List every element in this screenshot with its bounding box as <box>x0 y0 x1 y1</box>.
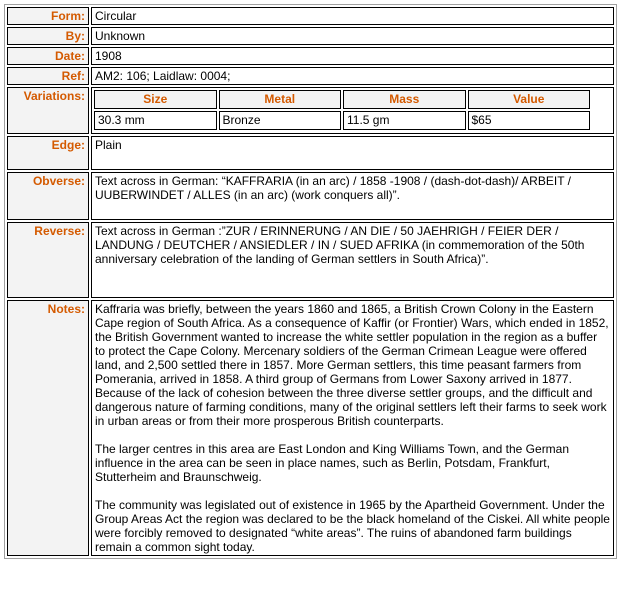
notes-paragraph: The larger centres in this area are East London and King Williams Town, and the German influence in the area can be seen in place names, such as Berlin, Potsdam, Frankfurt, Stutterheim and Braunschweig. <box>95 442 570 484</box>
variations-value <box>91 87 614 134</box>
by-value: Unknown <box>91 27 614 45</box>
date-value: 1908 <box>91 47 614 65</box>
by-label: By: <box>7 27 89 45</box>
mass-header: Mass <box>343 90 466 109</box>
notes-value <box>91 300 614 556</box>
notes-paragraph: The community was legislated out of existence in 1965 by the Apartheid Government. Under the Group Areas Act the region was declared to be the black homeland of the Ciskei. All white people were forcibly removed to designated “white areas”. The ruins of abandoned farm buildings remain a common sight today. <box>95 498 610 554</box>
obverse-label: Obverse: <box>7 172 89 220</box>
size-cell: 30.3 mm <box>94 111 217 130</box>
variations-label: Variations: <box>7 87 89 134</box>
form-label: Form: <box>7 7 89 25</box>
edge-value: Plain <box>91 136 614 170</box>
value-header: Value <box>468 90 591 109</box>
obverse-value: Text across in German: “KAFFRARIA (in an arc) / 1858 -1908 / (dash-dot-dash)/ ARBEIT / UUBERWINDET / ALLES (in an arc) (work conquers all)”. <box>91 172 614 220</box>
notes-label: Notes: <box>7 300 89 556</box>
row-date <box>7 47 614 65</box>
date-label: Date: <box>7 47 89 65</box>
coin-details-table <box>5 5 616 558</box>
reverse-label: Reverse: <box>7 222 89 298</box>
variations-header-row <box>94 90 590 109</box>
row-obverse <box>7 172 614 220</box>
notes-paragraph: Kaffraria was briefly, between the years 1860 and 1865, a British Crown Colony in the Eastern Cape region of South Africa. As a consequence of Kaffir (or Frontier) Wars, which ended in 1852, the British Government wanted to increase the white settler population in the region as a buffer to protect the Cape Colony. Mercenary soldiers of the German Crimean League were offered land, and 2,500 settled there in 1857. More German settlers, this time peasant farmers from Pomerania, arrived in 1858. A third group of Germans from Lower Saxony arrived in 1877. Because of the lack of cohesion between the three diverse settler groups, and the difficult and dangerous nature of farming conditions, many of the original settlers left their farms to seek work in urban areas or from their more prosperous British counterparts. <box>95 302 609 428</box>
ref-value: AM2: 106; Laidlaw: 0004; <box>91 67 614 85</box>
edge-label: Edge: <box>7 136 89 170</box>
value-cell: $65 <box>468 111 591 130</box>
ref-label: Ref: <box>7 67 89 85</box>
row-notes <box>7 300 614 556</box>
variations-value-row <box>94 111 590 130</box>
form-value: Circular <box>91 7 614 25</box>
row-edge <box>7 136 614 170</box>
size-header: Size <box>94 90 217 109</box>
variations-table <box>92 88 592 132</box>
metal-header: Metal <box>219 90 342 109</box>
coin-details-panel <box>4 4 617 559</box>
row-by <box>7 27 614 45</box>
reverse-value: Text across in German :”ZUR / ERINNERUNG / AN DIE / 50 JAEHRIGH / FEIER DER / LANDUNG / DEUTCHER / ANSIEDLER / IN / SUED AFRIKA (in commemoration of the 50th anniversary celebration of the landing of German settlers in South Africa)”. <box>91 222 614 298</box>
metal-cell: Bronze <box>219 111 342 130</box>
row-form <box>7 7 614 25</box>
mass-cell: 11.5 gm <box>343 111 466 130</box>
row-reverse <box>7 222 614 298</box>
row-variations <box>7 87 614 134</box>
row-ref <box>7 67 614 85</box>
